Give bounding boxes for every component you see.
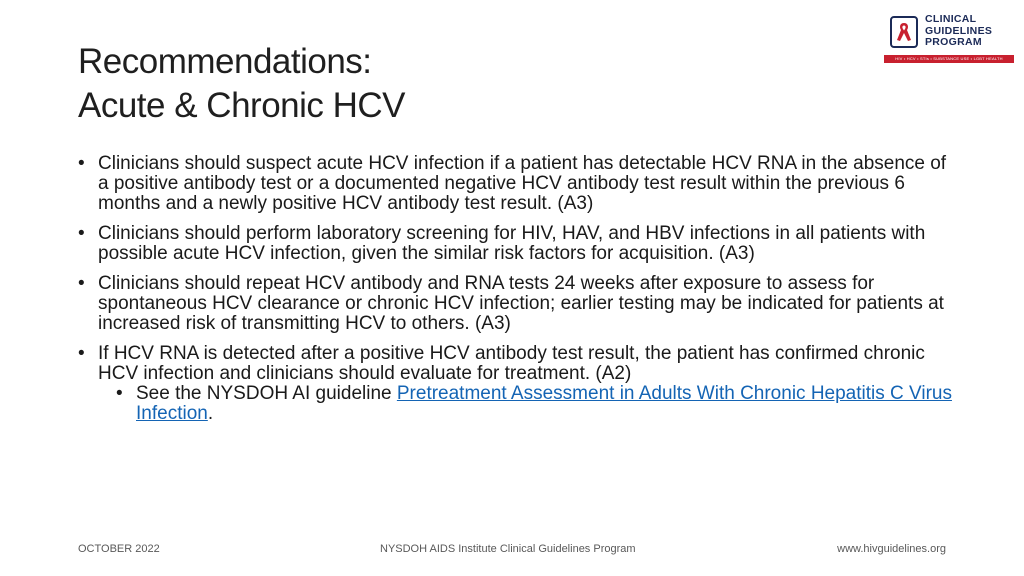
bullet-list <box>78 154 958 424</box>
list-item <box>78 344 958 424</box>
list-item: • Clinicians should repeat HCV antibody and RNA tests 24 weeks after exposure to assess for spontaneous HCV clearance or chronic HCV infection; earlier testing may be indicated for patients at increased risk of transmitting HCV to others. (A3) <box>78 274 958 334</box>
clinical-guidelines-logo <box>884 12 1014 66</box>
list-item: • Clinicians should suspect acute HCV infection if a patient has detectable HCV RNA in the absence of a positive antibody test or a documented negative HCV antibody test result within the previous 6 months and a newly positive HCV antibody test result. (A3) <box>78 154 958 214</box>
logo-line2: GUIDELINES <box>925 24 993 37</box>
list-item: • Clinicians should perform laboratory screening for HIV, HAV, and HBV infections in all patients with possible acute HCV infection, given the similar risk factors for acquisition. (A3) <box>78 224 958 264</box>
logo-tagline: HIV • HCV • STIs • SUBSTANCE USE • LGBT HEALTH <box>884 55 1014 63</box>
pretreatment-guideline-link[interactable]: Pretreatment Assessment in Adults With Chronic Hepatitis C Virus Infection <box>136 383 952 424</box>
sub-list-item <box>98 384 958 424</box>
logo-line3: PROGRAM <box>925 36 982 48</box>
ribbon-badge <box>890 16 918 48</box>
logo-wordmark <box>925 14 992 49</box>
footer-date: OCTOBER 2022 <box>78 543 160 555</box>
red-ribbon-icon <box>895 21 913 43</box>
logo-line1: CLINICAL <box>925 13 977 25</box>
list-item-text: If HCV RNA is detected after a positive HCV antibody test result, the patient has confirmed chronic HCV infection and clinicians should evaluate for treatment. (A2) <box>98 343 925 384</box>
slide-title <box>78 40 405 128</box>
footer-program: NYSDOH AIDS Institute Clinical Guidelines Program <box>380 543 636 555</box>
slide-title-line1: Recommendations: <box>78 42 372 81</box>
slide-title-line2: Acute & Chronic HCV <box>78 86 406 125</box>
sub-item-prefix: See the NYSDOH AI guideline <box>136 383 397 404</box>
sub-item-suffix: . <box>207 403 214 424</box>
footer-website: www.hivguidelines.org <box>837 543 946 555</box>
